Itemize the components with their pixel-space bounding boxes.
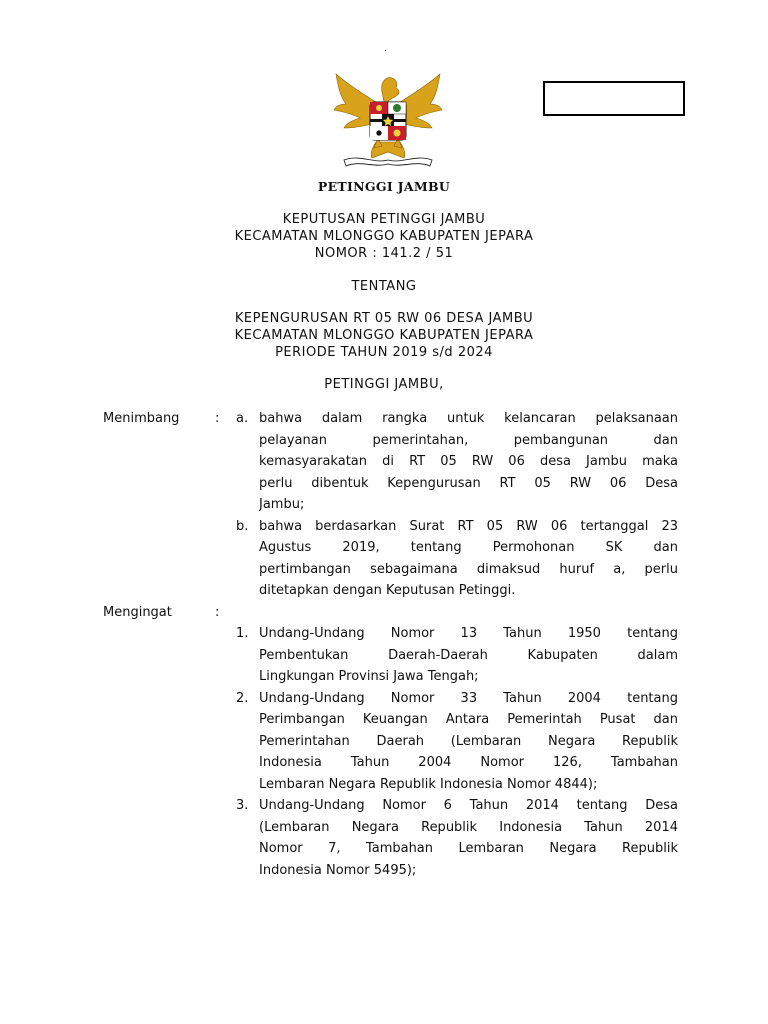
mengingat-2-line-5: Lembaran Negara Republik Indonesia Nomor 4844); [259,776,598,792]
mengingat-colon: : [215,604,220,620]
mengingat-3-line-2: (Lembaran Negara Republik Indonesia Tahun 2014 [259,819,678,835]
mengingat-1-line-3: Lingkungan Provinsi Jawa Tengah; [259,669,479,684]
issuer-title: PETINGGI JAMBU [317,179,451,194]
menimbang-a-line-2: pelayanan pemerintahan, pembangunan dan [259,432,678,448]
menimbang-colon: : [215,411,220,426]
subject-line-1: KEPENGURUSAN RT 05 RW 06 DESA JAMBU [234,311,534,326]
menimbang-a-line-4: perlu dibentuk Kepengurusan RT 05 RW 06 Desa [259,475,678,491]
document-number-box [543,81,685,116]
mengingat-marker-1: 1. [236,626,249,641]
mengingat-1-line-2: Pembentukan Daerah-Daerah Kabupaten dalam [259,647,678,663]
mengingat-3-line-3: Nomor 7, Tambahan Lembaran Negara Republik [259,841,678,856]
mengingat-marker-2: 2. [236,690,249,706]
mengingat-1-line-1: Undang-Undang Nomor 13 Tahun 1950 tentang [259,626,678,641]
decision-line-2: KECAMATAN MLONGGO KABUPATEN JEPARA [234,229,534,244]
menimbang-a-line-3: kemasyarakatan di RT 05 RW 06 desa Jambu maka [259,454,678,469]
menimbang-marker-b: b. [236,518,249,534]
decision-number: NOMOR : 141.2 / 51 [314,246,454,261]
mengingat-2-line-4: Indonesia Tahun 2004 Nomor 126, Tambahan [259,755,678,770]
mengingat-2-line-2: Perimbangan Keuangan Antara Pemerintah Pusat dan [259,712,678,727]
menimbang-a-line-5: Jambu; [259,497,305,512]
tentang-heading: TENTANG [351,279,417,294]
menimbang-marker-a: a. [236,411,249,426]
decision-line-1: KEPUTUSAN PETINGGI JAMBU [282,212,486,227]
mengingat-3-line-1: Undang-Undang Nomor 6 Tahun 2014 tentang Desa [259,798,678,813]
mengingat-label: Mengingat [103,604,172,620]
menimbang-label: Menimbang [103,411,180,426]
menimbang-b-line-1: bahwa berdasarkan Surat RT 05 RW 06 tertanggal 23 [259,518,678,534]
subject-line-2: KECAMATAN MLONGGO KABUPATEN JEPARA [234,328,534,343]
menimbang-b-line-4: ditetapkan dengan Keputusan Petinggi. [259,583,516,598]
menimbang-a-line-1: bahwa dalam rangka untuk kelancaran pelaksanaan [259,411,678,426]
authority-line: PETINGGI JAMBU, [324,377,444,392]
top-dot: . [384,43,388,54]
mengingat-3-line-4: Indonesia Nomor 5495); [259,862,417,878]
mengingat-2-line-1: Undang-Undang Nomor 33 Tahun 2004 tentang [259,690,678,706]
mengingat-2-line-3: Pemerintahan Daerah (Lembaran Negara Republik [259,733,678,749]
garuda-emblem-icon [330,68,446,168]
menimbang-b-line-2: Agustus 2019, tentang Permohonan SK dan [259,540,678,555]
menimbang-b-line-3: pertimbangan sebagaimana dimaksud huruf a, perlu [259,561,678,577]
mengingat-marker-3: 3. [236,798,249,813]
subject-line-3: PERIODE TAHUN 2019 s/d 2024 [275,345,493,360]
